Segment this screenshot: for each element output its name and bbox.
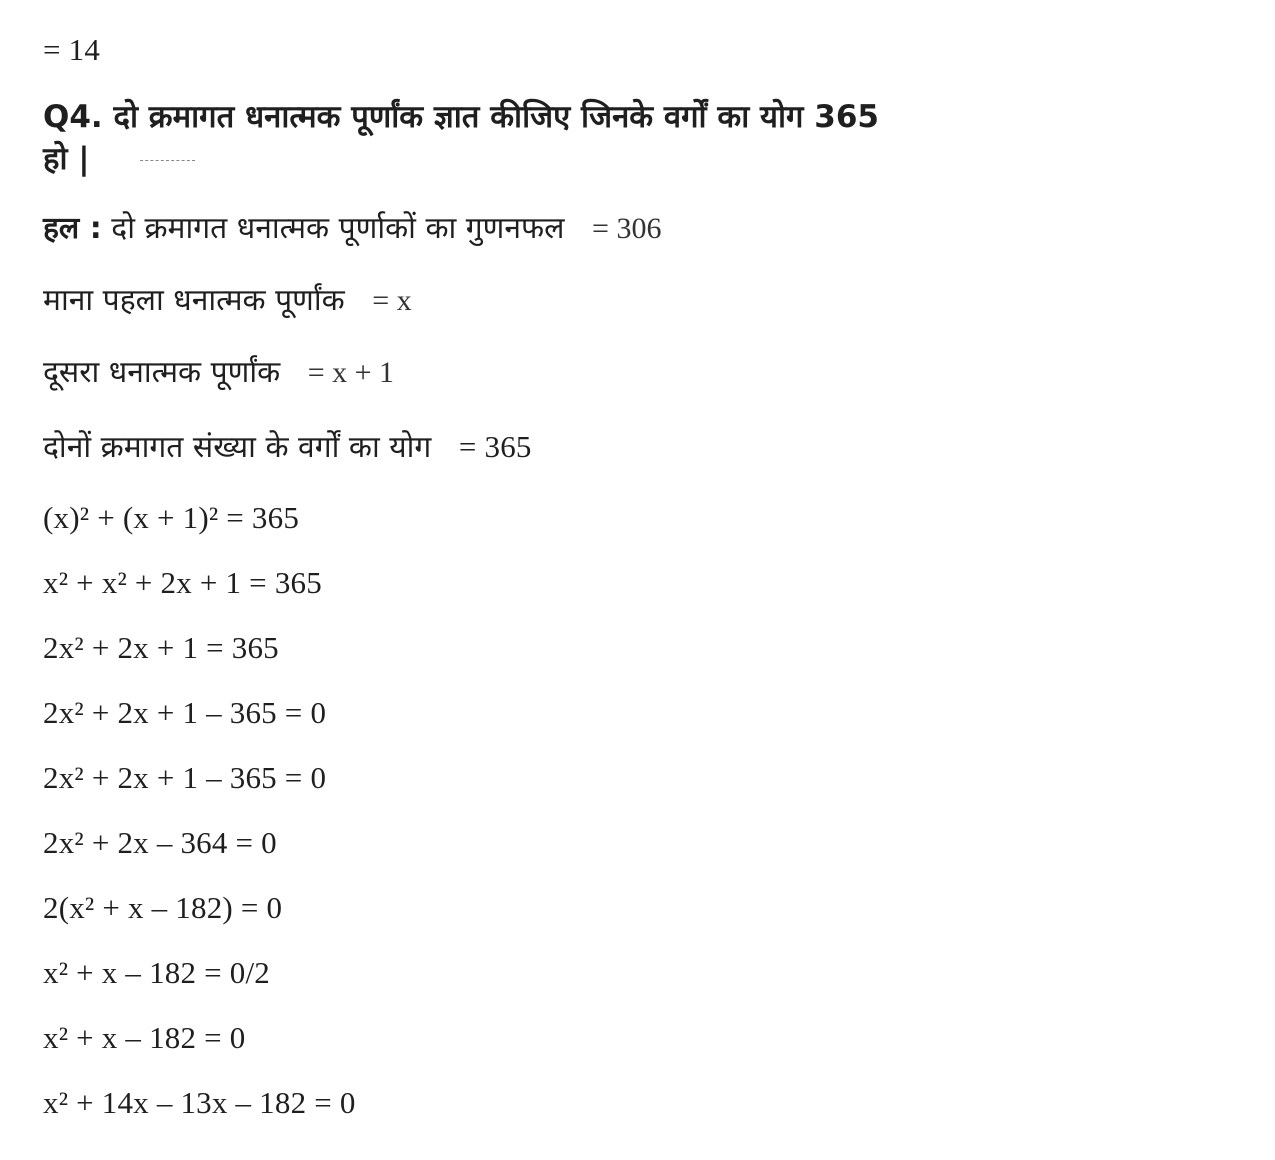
first-integer-value: = x [372, 284, 412, 317]
solution-label: हल : [43, 211, 102, 246]
dashed-mark [140, 160, 195, 161]
previous-result: = 14 [43, 32, 101, 67]
sum-of-squares-text: दोनों क्रमागत संख्या के वर्गों का योग [43, 430, 432, 465]
solution-line-second-integer [43, 355, 395, 390]
equation-line-8: x² + x – 182 = 0/2 [43, 955, 270, 990]
question-text: दो क्रमागत धनात्मक पूर्णांक ज्ञात कीजिए जिनके वर्गों का योग 365 हो | [43, 99, 879, 177]
solution-line-product [43, 211, 662, 246]
equation-line-3: 2x² + 2x + 1 = 365 [43, 630, 279, 665]
equation-line-5: 2x² + 2x + 1 – 365 = 0 [43, 760, 327, 795]
second-integer-text: दूसरा धनात्मक पूर्णांक [43, 355, 281, 390]
product-text: दो क्रमागत धनात्मक पूर्णाकों का गुणनफल [111, 211, 565, 246]
second-integer-value: = x + 1 [307, 356, 395, 389]
equation-line-6: 2x² + 2x – 364 = 0 [43, 825, 277, 860]
question-heading [43, 96, 883, 180]
equation-line-2: x² + x² + 2x + 1 = 365 [43, 565, 322, 600]
question-number: Q4. [43, 99, 103, 135]
equation-line-7: 2(x² + x – 182) = 0 [43, 890, 283, 925]
equation-line-10: x² + 14x – 13x – 182 = 0 [43, 1085, 356, 1120]
equation-line-4: 2x² + 2x + 1 – 365 = 0 [43, 695, 327, 730]
equation-line-1: (x)² + (x + 1)² = 365 [43, 500, 300, 535]
equation-line-9: x² + x – 182 = 0 [43, 1020, 246, 1055]
solution-line-first-integer [43, 283, 412, 318]
solution-line-sum-of-squares [43, 431, 532, 463]
product-value: = 306 [592, 212, 662, 245]
sum-of-squares-value: = 365 [458, 429, 532, 464]
first-integer-text: माना पहला धनात्मक पूर्णांक [43, 283, 345, 318]
